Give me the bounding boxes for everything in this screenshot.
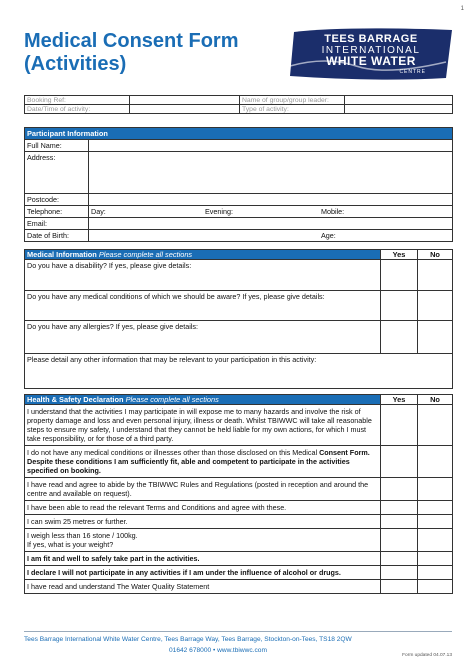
rules-no-box[interactable] [418, 478, 453, 501]
medical-conditions-no-box[interactable] [418, 290, 453, 321]
conditions-statement [25, 446, 381, 478]
weight-yes-box[interactable] [381, 529, 418, 552]
form-updated-date: Form updated 04.07.13 [402, 653, 452, 658]
address-label: Address: [25, 151, 89, 193]
logo [286, 26, 456, 82]
logo-line-4: CENTRE [399, 69, 426, 75]
conditions-statement-part2: Consent Form. Despite these conditions I am sufficiently fit, able and competent to participate in the activities specified on booking. [27, 448, 370, 475]
conditions-yes-box[interactable] [381, 446, 418, 478]
allergies-yes-box[interactable] [381, 321, 418, 354]
alcohol-no-box[interactable] [418, 566, 453, 580]
weight-statement-line1: I weigh less than 16 stone / 100kg. [27, 531, 138, 540]
terms-no-box[interactable] [418, 501, 453, 515]
disability-no-box[interactable] [418, 260, 453, 291]
allergies-no-box[interactable] [418, 321, 453, 354]
conditions-statement-part1: I do not have any medical conditions or illnesses other than those disclosed on this Medical [27, 448, 320, 457]
group-name-label: Name of group/group leader: [240, 96, 345, 105]
water-quality-statement: I have read and understand The Water Quality Statement [25, 580, 381, 594]
terms-yes-box[interactable] [381, 501, 418, 515]
postcode-field[interactable] [89, 193, 453, 205]
alcohol-statement: I declare I will not participate in any activities if I am under the influence of alcohol or drugs. [25, 566, 381, 580]
group-name-field[interactable] [345, 96, 453, 105]
terms-statement: I have been able to read the relevant Terms and Conditions and agree with these. [25, 501, 381, 515]
full-name-label: Full Name: [25, 139, 89, 151]
medical-heading [25, 250, 381, 260]
dob-label: Date of Birth: [25, 229, 89, 241]
weight-statement-line2: If yes, what is your weight? [27, 540, 114, 549]
full-name-field[interactable] [89, 139, 453, 151]
email-field[interactable] [89, 217, 453, 229]
rules-yes-box[interactable] [381, 478, 418, 501]
mobile-label: Mobile: [321, 207, 345, 217]
health-no-header: No [418, 395, 453, 405]
footer-contact: 01642 678000 • www.tbiwwc.com [169, 647, 267, 654]
participant-heading: Participant Information [25, 128, 453, 140]
health-yes-header: Yes [381, 395, 418, 405]
swim-yes-box[interactable] [381, 515, 418, 529]
medical-conditions-question[interactable]: Do you have any medical conditions of which we should be aware? If yes, please give details: [25, 290, 381, 321]
age-label: Age: [321, 231, 336, 241]
risk-yes-box[interactable] [381, 405, 418, 446]
medical-conditions-yes-box[interactable] [381, 290, 418, 321]
title-line-1: Medical Consent Form [24, 30, 239, 52]
water-quality-no-box[interactable] [418, 580, 453, 594]
participant-table [24, 127, 453, 242]
day-label: Day: [91, 207, 106, 217]
booking-table [24, 95, 453, 114]
date-time-field[interactable] [130, 105, 240, 114]
rules-statement: I have read and agree to abide by the TBIWWC Rules and Regulations (posted in reception and around the centre and available on request). [25, 478, 381, 501]
other-info-question[interactable]: Please detail any other information that may be relevant to your participation in this activity: [25, 354, 453, 389]
disability-yes-box[interactable] [381, 260, 418, 291]
fit-no-box[interactable] [418, 552, 453, 566]
telephone-field[interactable] [89, 205, 453, 217]
postcode-label: Postcode: [25, 193, 89, 205]
medical-yes-header: Yes [381, 250, 418, 260]
medical-heading-note: Please complete all sections [98, 250, 193, 259]
health-heading-title: Health & Safety Declaration [27, 395, 124, 404]
weight-statement [25, 529, 381, 552]
disability-question[interactable]: Do you have a disability? If yes, please give details: [25, 260, 381, 291]
medical-table [24, 249, 453, 389]
date-time-label: Date/Time of activity: [25, 105, 130, 114]
water-quality-yes-box[interactable] [381, 580, 418, 594]
telephone-label: Telephone: [25, 205, 89, 217]
footer [24, 631, 452, 658]
booking-ref-label: Booking Ref: [25, 96, 130, 105]
address-field[interactable] [89, 151, 453, 193]
health-heading [25, 395, 381, 405]
medical-no-header: No [418, 250, 453, 260]
alcohol-yes-box[interactable] [381, 566, 418, 580]
conditions-no-box[interactable] [418, 446, 453, 478]
dob-field[interactable] [89, 229, 453, 241]
title-line-2: (Activities) [24, 53, 127, 75]
fit-statement: I am fit and well to safely take part in the activities. [25, 552, 381, 566]
logo-line-2: INTERNATIONAL [321, 45, 421, 56]
health-safety-table [24, 394, 453, 594]
page-number: 1 [460, 6, 464, 12]
logo-line-1: TEES BARRAGE [324, 33, 418, 45]
footer-address: Tees Barrage International White Water Centre, Tees Barrage Way, Tees Barrage, Stockton-on-Tees, TS18 2QW [24, 636, 352, 643]
weight-no-box[interactable] [418, 529, 453, 552]
evening-label: Evening: [205, 207, 233, 217]
page-title [24, 30, 238, 76]
booking-ref-field[interactable] [130, 96, 240, 105]
health-heading-note: Please complete all sections [125, 395, 219, 404]
risk-no-box[interactable] [418, 405, 453, 446]
swim-no-box[interactable] [418, 515, 453, 529]
activity-type-field[interactable] [345, 105, 453, 114]
swim-statement: I can swim 25 metres or further. [25, 515, 381, 529]
fit-yes-box[interactable] [381, 552, 418, 566]
activity-type-label: Type of activity: [240, 105, 345, 114]
email-label: Email: [25, 217, 89, 229]
risk-statement: I understand that the activities I may participate in will expose me to many hazards and involve the risk of property damage and loss and even personal injury, illness or death. Whilst TBIWWC will take all reasonable steps to ensure my safety, I understand that they cannot be held liable for my own actions, for which I must take responsibility, or for those of a third party. [25, 405, 381, 446]
logo-line-3: WHITE WATER [326, 54, 416, 68]
medical-heading-title: Medical Information [27, 250, 97, 259]
allergies-question[interactable]: Do you have any allergies? If yes, please give details: [25, 321, 381, 354]
